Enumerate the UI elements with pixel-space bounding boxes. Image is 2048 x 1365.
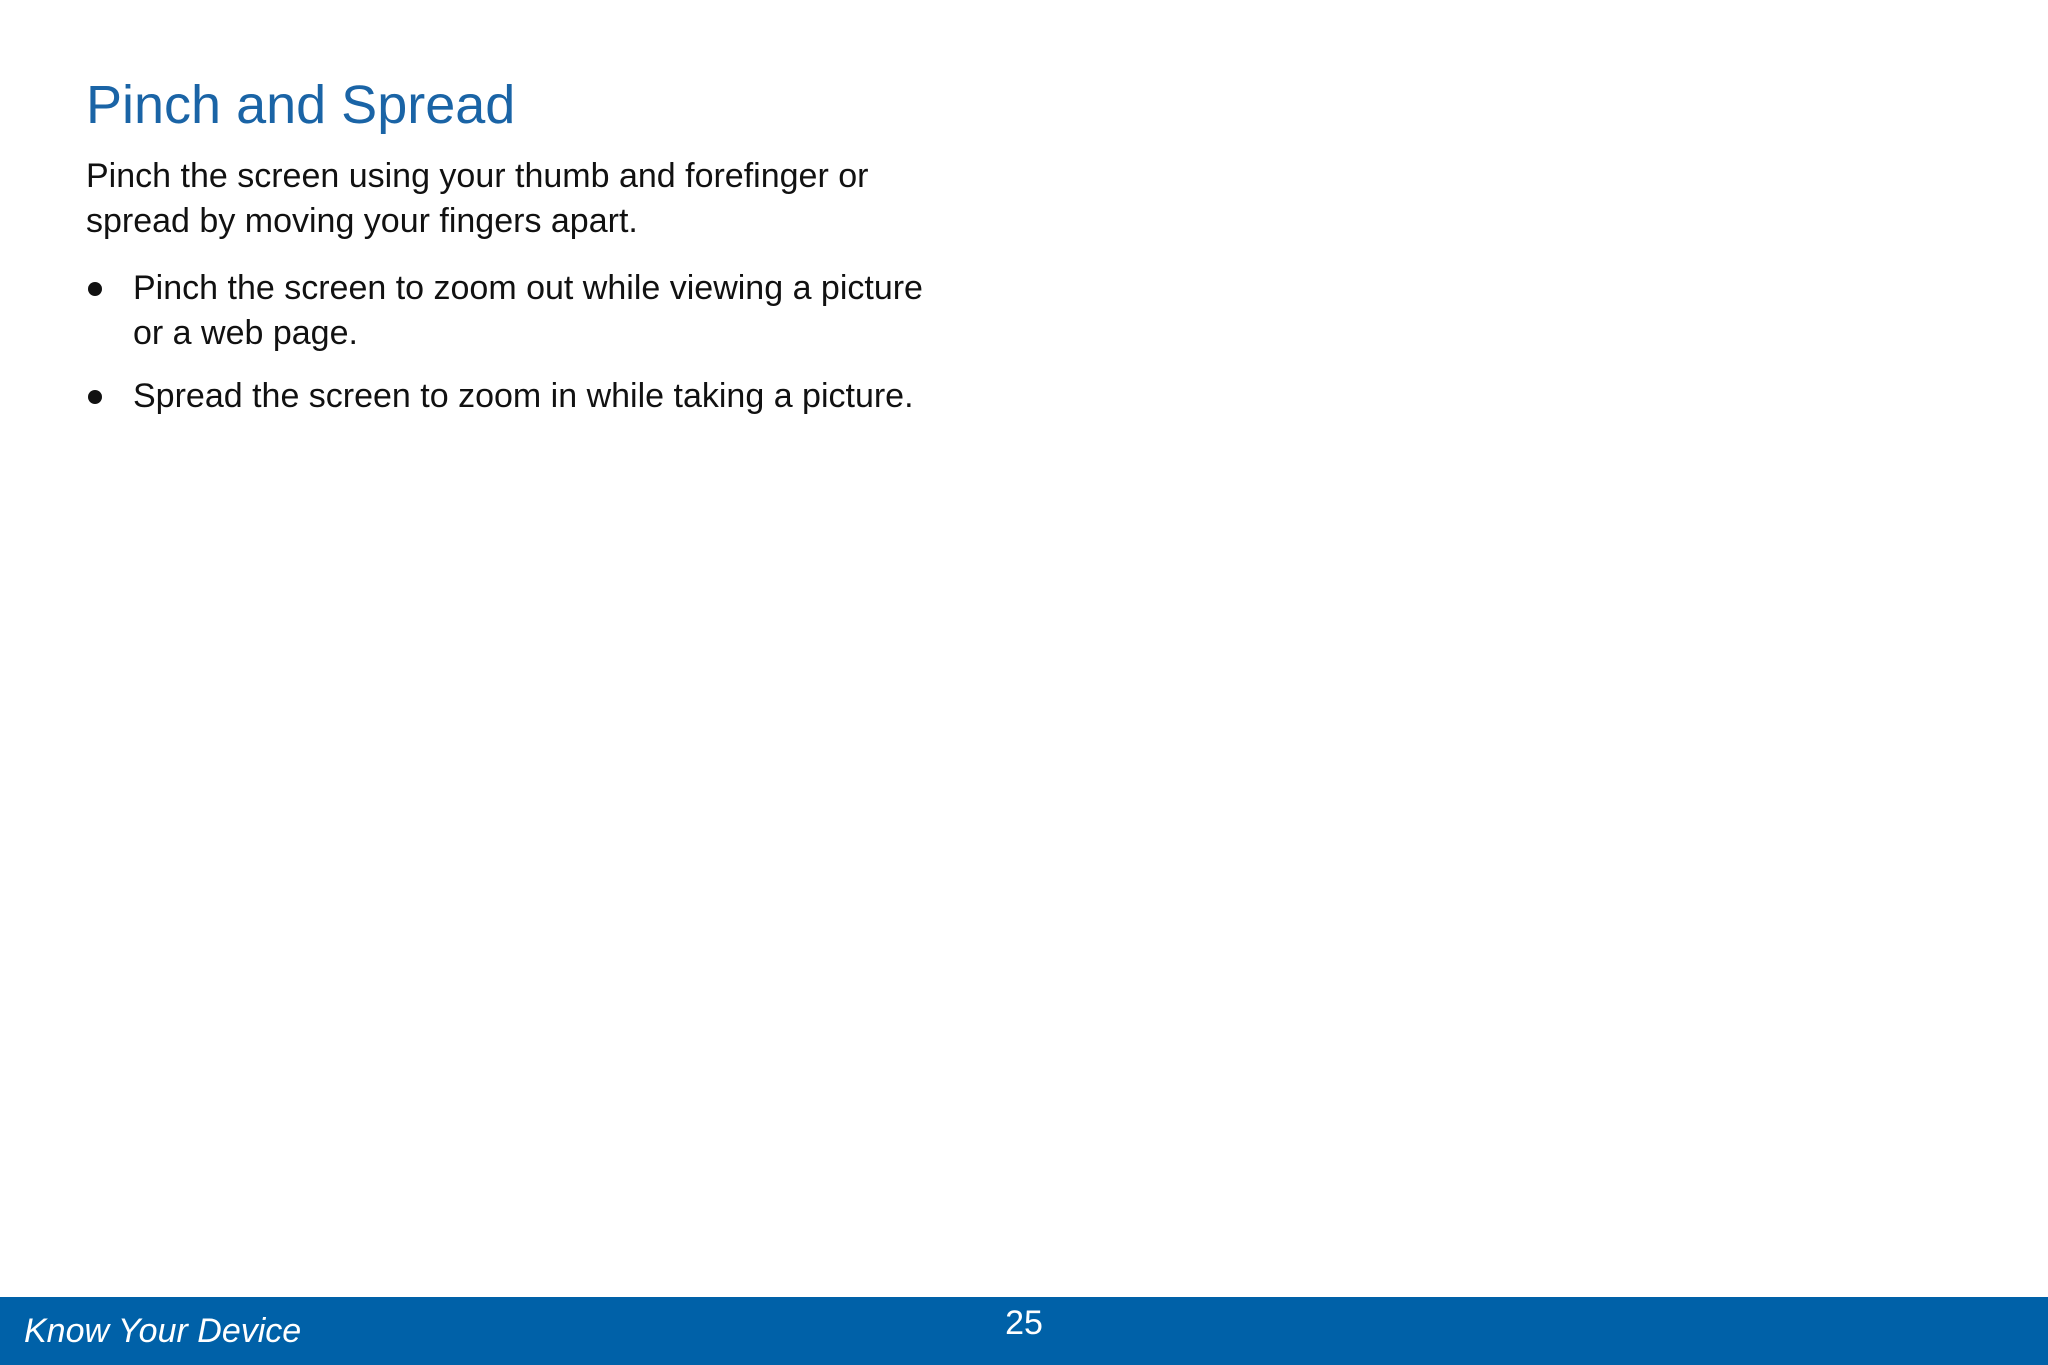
- bullet-icon: [88, 390, 102, 404]
- page-content: [86, 70, 986, 437]
- page-footer: [0, 1297, 2048, 1365]
- bullet-list: [86, 266, 986, 419]
- bullet-text: Pinch the screen to zoom out while viewing a picture or a web page.: [133, 269, 923, 352]
- footer-section-name: Know Your Device: [24, 1312, 302, 1350]
- bullet-item: [86, 266, 953, 356]
- page-number: 25: [1005, 1304, 1043, 1342]
- section-title: Pinch and Spread: [86, 75, 516, 135]
- bullet-item: [86, 374, 953, 419]
- bullet-text: Spread the screen to zoom in while taking a picture.: [133, 377, 914, 415]
- intro-paragraph: Pinch the screen using your thumb and forefinger or spread by moving your fingers apart.: [86, 157, 869, 240]
- bullet-icon: [88, 282, 102, 296]
